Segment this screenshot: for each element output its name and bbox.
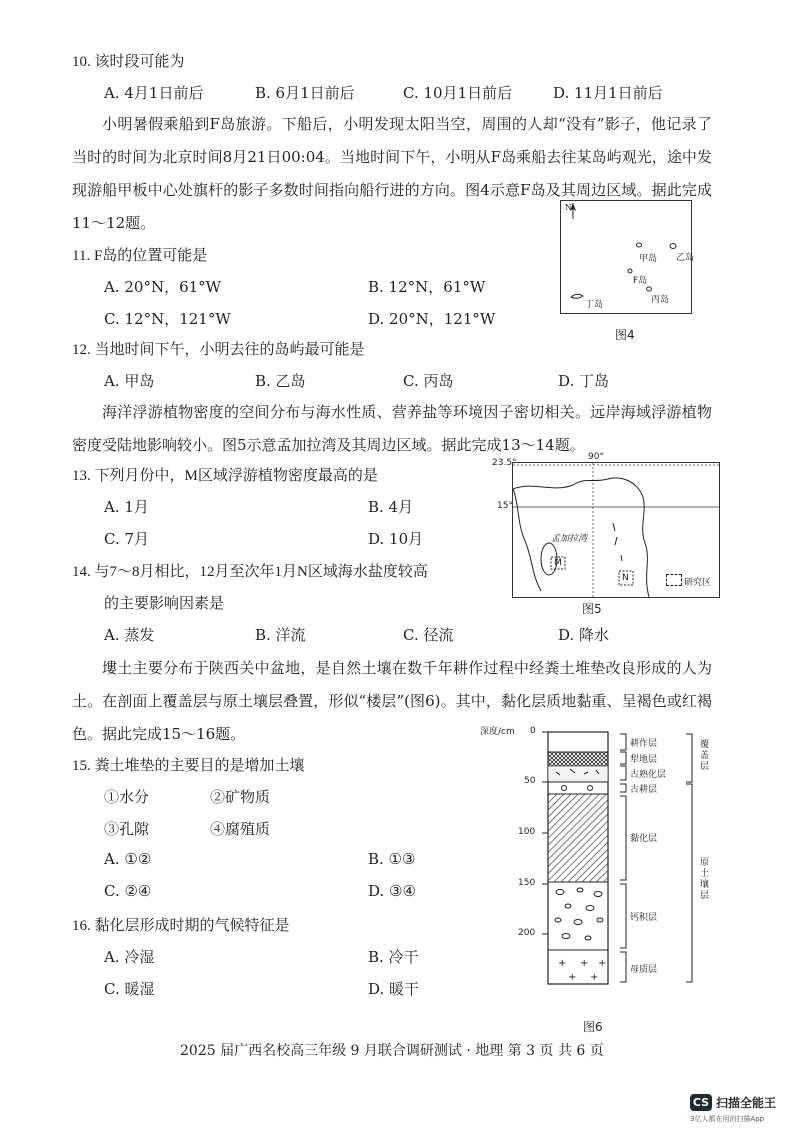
q16-option-d: D. 暖干 bbox=[368, 980, 420, 998]
layer-parent bbox=[558, 958, 606, 983]
label-yi: 乙岛 bbox=[676, 253, 695, 263]
q12-option-d: D. 丁岛 bbox=[558, 372, 610, 390]
tick-50: 50 bbox=[524, 776, 536, 786]
tick-100: 100 bbox=[518, 827, 536, 837]
q13-option-c: C. 7月 bbox=[104, 530, 150, 548]
passage-11-12: 小明暑假乘船到F岛旅游。下船后，小明发现太阳当空，周围的人却“没有”影子，他记录了当时的时间为北京时间8月21日00:04。当地时间下午，小明从F岛乘船去往某岛屿观光，途中发现游船甲板中心处旗杆的影子多数时间指向船行进的方向。图4示意F岛及其周边区域。据此完成11～12题。 bbox=[72, 115, 712, 232]
passage-13-14: 海洋浮游植物密度的空间分布与海水性质、营养盐等环境因子密切相关。远岸海域浮游植物密度受陆地影响较小。图5示意孟加拉湾及其周边区域。据此完成13～14题。 bbox=[72, 403, 712, 454]
q10-stem: 10. 该时段可能为 bbox=[72, 54, 185, 70]
figure-5-caption: 图5 bbox=[582, 602, 602, 616]
layer-calcic bbox=[555, 888, 603, 940]
tick-200: 200 bbox=[518, 928, 536, 938]
islands-chain bbox=[613, 523, 622, 561]
svg-text:+: + bbox=[590, 972, 599, 983]
label-bing: 丙岛 bbox=[651, 295, 670, 305]
scanner-logo: CS bbox=[690, 1094, 712, 1111]
label-ancient-mature: 古熟化层 bbox=[630, 770, 667, 780]
q15-item-1: ①水分 bbox=[104, 788, 150, 806]
lat-15-label: 15° bbox=[497, 501, 513, 511]
q14-option-c: C. 径流 bbox=[403, 626, 454, 644]
label-parent: 母质层 bbox=[630, 965, 658, 975]
lon-90-label: 90° bbox=[588, 452, 604, 462]
legend-box-icon bbox=[666, 574, 682, 586]
scanner-app-name: 扫描全能王 bbox=[716, 1096, 777, 1110]
tick-0: 0 bbox=[530, 726, 536, 736]
label-clay: 黏化层 bbox=[630, 834, 658, 844]
q13-option-a: A. 1月 bbox=[104, 498, 149, 516]
q10-option-b: B. 6月1日前后 bbox=[255, 84, 355, 102]
q12-stem: 12. 当地时间下午，小明去往的岛屿最可能是 bbox=[72, 342, 365, 358]
bracket-original bbox=[686, 784, 692, 982]
label-cover-group: 覆盖层 bbox=[700, 740, 710, 772]
label-tillage: 耕作层 bbox=[630, 739, 658, 749]
tick-150: 150 bbox=[518, 878, 536, 888]
svg-text:+: + bbox=[558, 958, 567, 969]
q12-option-c: C. 丙岛 bbox=[403, 372, 454, 390]
label-f: F岛 bbox=[633, 276, 648, 286]
scanner-tagline: 3亿人都在用的扫描App bbox=[690, 1115, 765, 1123]
q13-option-d: D. 10月 bbox=[368, 530, 424, 548]
island-yi-shape bbox=[670, 244, 676, 249]
label-calcic: 钙积层 bbox=[630, 913, 658, 923]
q10-option-a: A. 4月1日前后 bbox=[104, 84, 204, 102]
q15-option-b: B. ①③ bbox=[368, 850, 416, 868]
q11-option-c: C. 12°N，121°W bbox=[104, 310, 231, 328]
q15-item-4: ④腐殖质 bbox=[210, 820, 271, 838]
passage-15-16: 塿土主要分布于陕西关中盆地，是自然土壤在数千年耕作过程中经粪土堆垫改良形成的人为土。在剖面上覆盖层与原土壤层叠置，形似“楼层”(图6)。其中，黏化层质地黏重、呈褐色或红褐色。据此完成15～16题。 bbox=[72, 659, 712, 743]
q15-option-a: A. ①② bbox=[104, 850, 152, 868]
q11-option-a: A. 20°N，61°W bbox=[104, 278, 222, 296]
island-ding-shape bbox=[571, 294, 583, 298]
figure-6-caption: 图6 bbox=[583, 1020, 603, 1034]
label-ding: 丁岛 bbox=[585, 300, 604, 310]
svg-text:+: + bbox=[598, 958, 607, 969]
label-plow-pan: 犁地层 bbox=[630, 755, 658, 765]
q15-option-d: D. ③④ bbox=[368, 882, 416, 900]
q12-option-b: B. 乙岛 bbox=[255, 372, 306, 390]
q12-option-a: A. 甲岛 bbox=[104, 372, 155, 390]
island-jia-shape bbox=[637, 243, 642, 247]
depth-axis-label: 深度/cm bbox=[480, 727, 515, 737]
figure-4-caption: 图4 bbox=[615, 328, 635, 342]
lat-235-label: 23.5° bbox=[492, 458, 517, 468]
region-n-label: N bbox=[622, 573, 629, 583]
q13-option-b: B. 4月 bbox=[368, 498, 414, 516]
island-f-shape bbox=[628, 269, 632, 273]
region-m-label: M bbox=[554, 558, 562, 568]
q15-item-3: ③孔隙 bbox=[104, 820, 150, 838]
q15-item-2: ②矿物质 bbox=[210, 788, 271, 806]
ancient-plow-marker bbox=[562, 786, 567, 791]
q14-option-a: A. 蒸发 bbox=[104, 626, 155, 644]
island-bing-shape bbox=[647, 287, 652, 291]
q15-stem: 15. 粪土堆垫的主要目的是增加土壤 bbox=[72, 758, 305, 774]
q10-option-c: C. 10月1日前后 bbox=[403, 84, 513, 102]
q15-option-c: C. ②④ bbox=[104, 882, 152, 900]
figure-4-map bbox=[560, 200, 695, 314]
q11-stem: 11. F岛的位置可能是 bbox=[72, 248, 208, 264]
label-original-group: 原土壤层 bbox=[700, 858, 710, 901]
q14-option-d: D. 降水 bbox=[558, 626, 610, 644]
page-footer: 2025 届广西名校高三年级 9 月联合调研测试 · 地理 第 3 页 共 6 页 bbox=[180, 1043, 604, 1059]
coastline-west bbox=[513, 489, 541, 591]
label-ancient-plow: 古耕层 bbox=[630, 785, 658, 795]
q14-option-b: B. 洋流 bbox=[255, 626, 306, 644]
label-jia: 甲岛 bbox=[639, 254, 658, 264]
q14-stem-cont: 的主要影响因素是 bbox=[104, 594, 225, 612]
q13-stem: 13. 下列月份中，M区域浮游植物密度最高的是 bbox=[72, 468, 378, 484]
q11-option-d: D. 20°N，121°W bbox=[368, 310, 496, 328]
q16-stem: 16. 黏化层形成时期的气候特征是 bbox=[72, 918, 290, 934]
q16-option-c: C. 暖湿 bbox=[104, 980, 155, 998]
bay-label: 孟加拉湾 bbox=[551, 534, 588, 544]
q16-option-b: B. 冷干 bbox=[368, 948, 419, 966]
q11-option-b: B. 12°N，61°W bbox=[368, 278, 486, 296]
north-label: N bbox=[565, 203, 572, 212]
layer-clay bbox=[548, 794, 608, 882]
figure-6-soil-profile bbox=[480, 722, 720, 1022]
svg-text:+: + bbox=[568, 972, 577, 983]
svg-text:+: + bbox=[580, 958, 589, 969]
bracket-cover bbox=[686, 734, 692, 782]
q10-option-d: D. 11月1日前后 bbox=[553, 84, 663, 102]
legend-label: 研究区 bbox=[684, 578, 712, 588]
q16-option-a: A. 冷湿 bbox=[104, 948, 155, 966]
layer-plow-pan bbox=[548, 752, 608, 766]
q14-stem: 14. 与7～8月相比，12月至次年1月N区域海水盐度较高 bbox=[72, 564, 428, 580]
